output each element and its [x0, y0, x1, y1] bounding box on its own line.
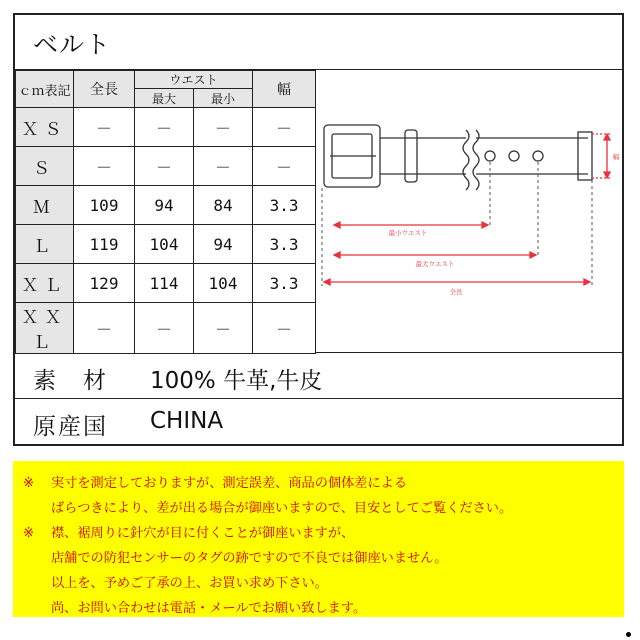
belt-hole-icon [533, 151, 543, 161]
total-length-label: 全長 [449, 288, 463, 296]
waist-min-cell: － [194, 303, 253, 354]
waist-min-cell: 104 [194, 264, 253, 303]
table-row [16, 264, 316, 303]
waist-max-cell: 114 [135, 264, 194, 303]
width-cell: 3.3 [253, 264, 316, 303]
size-label: Ｌ [16, 225, 74, 264]
width-header: 幅 [253, 71, 316, 108]
size-label: Ｍ [16, 186, 74, 225]
belt-hole-icon [485, 151, 495, 161]
size-label: ＸＬ [16, 264, 74, 303]
material-row [15, 353, 622, 399]
waist-header: ウエスト [135, 71, 253, 89]
notice-line: 以上を、予めご了承の上、お買い求め下さい。 [51, 576, 328, 591]
break-line-icon [463, 130, 469, 190]
max-waist-label: 最大ウエスト [415, 260, 455, 268]
size-table [15, 70, 316, 354]
width-cell: － [253, 108, 316, 147]
min-waist-label: 最小ウエスト [388, 229, 428, 237]
material-value: 100% 牛革,牛皮 [150, 368, 323, 394]
width-cell: － [253, 303, 316, 354]
notice-line: ばらつきにより、差が出る場合が御座いますので、目安としてご覧ください。 [51, 501, 513, 516]
size-label: Ｓ [16, 147, 74, 186]
waist-max-cell: 94 [135, 186, 194, 225]
total-length-cell: － [74, 108, 135, 147]
waist-min-cell: 84 [194, 186, 253, 225]
size-label: ＸＸＬ [16, 303, 74, 354]
waist-min-header: 最小 [194, 89, 253, 108]
material-label: 素 材 [33, 368, 108, 394]
note-mark: ※ [23, 526, 35, 541]
waist-max-cell: － [135, 147, 194, 186]
product-spec-panel [13, 13, 624, 446]
waist-min-cell: － [194, 147, 253, 186]
notice-line: 店舗での防犯センサーのタグの跡ですので不良では御座いません。 [51, 551, 448, 566]
notice-line: 尚、お問い合わせは電話・メールでお願い致します。 [51, 601, 367, 616]
total-length-cell: － [74, 147, 135, 186]
waist-min-cell: 94 [194, 225, 253, 264]
total-length-cell: 109 [74, 186, 135, 225]
total-length-header: 全長 [74, 71, 135, 108]
width-cell: 3.3 [253, 186, 316, 225]
total-length-cell: 129 [74, 264, 135, 303]
waist-max-cell: 104 [135, 225, 194, 264]
waist-max-cell: － [135, 303, 194, 354]
table-row [16, 147, 316, 186]
title-row [15, 15, 622, 70]
waist-min-cell: － [194, 108, 253, 147]
table-row [16, 108, 316, 147]
corner-dot [626, 632, 631, 637]
total-length-cell: 119 [74, 225, 135, 264]
size-label: ＸＳ [16, 108, 74, 147]
belt-diagram-svg [316, 70, 621, 351]
origin-value: CHINA [150, 408, 224, 434]
table-row [16, 225, 316, 264]
notice-line: ※ 実寸を測定しておりますが、測定誤差、商品の個体差による [23, 471, 624, 496]
table-row [16, 303, 316, 354]
width-cell: － [253, 147, 316, 186]
belt-hole-icon [509, 151, 519, 161]
belt-measurement-diagram [315, 70, 622, 353]
product-title: ベルト [33, 30, 112, 59]
notice-box [13, 461, 624, 617]
width-cell: 3.3 [253, 225, 316, 264]
waist-max-cell: － [135, 108, 194, 147]
notice-line: ※ 襟、裾周りに針穴が目に付くことが御座いますが、 [23, 521, 624, 546]
width-label: 幅 [612, 153, 620, 161]
total-length-cell: － [74, 303, 135, 354]
origin-label: 原産国 [33, 414, 108, 440]
table-row [16, 186, 316, 225]
note-mark: ※ [23, 476, 35, 491]
cm-notation-header: ｃｍ表記 [16, 71, 74, 108]
origin-row [15, 399, 622, 445]
waist-max-header: 最大 [135, 89, 194, 108]
